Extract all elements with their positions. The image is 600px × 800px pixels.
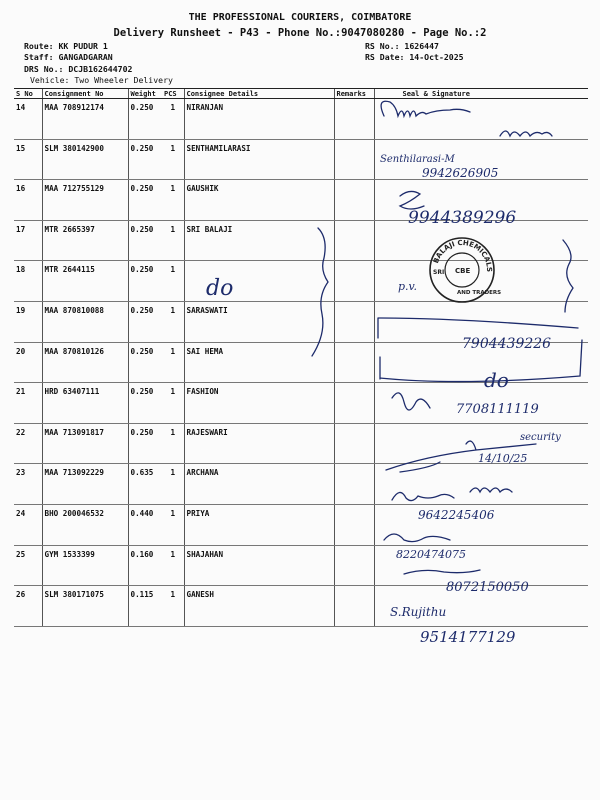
row-consignee: PRIYA xyxy=(184,504,334,545)
row-consignee: SAI HEMA xyxy=(184,342,334,383)
col-consignee: Consignee Details xyxy=(184,89,334,99)
row-sno: 24 xyxy=(14,504,42,545)
row-consignee: GAUSHIK xyxy=(184,180,334,221)
row-weight: 0.635 xyxy=(128,464,162,505)
row-signature xyxy=(374,586,588,627)
row-consignee xyxy=(184,261,334,302)
hw-name-row-15: Senthilarasi-M xyxy=(380,154,455,165)
row-pcs: 1 xyxy=(162,220,184,261)
row-pcs: 1 xyxy=(162,99,184,140)
row-weight: 0.250 xyxy=(128,99,162,140)
row-remarks xyxy=(334,545,374,586)
table-row xyxy=(14,545,588,586)
row-remarks xyxy=(334,504,374,545)
row-weight: 0.250 xyxy=(128,301,162,342)
row-consignee: SENTHAMILARASI xyxy=(184,139,334,180)
row-remarks xyxy=(334,139,374,180)
row-consignment: MAA 712755129 xyxy=(42,180,128,221)
hw-phone-row-23: 9642245406 xyxy=(418,508,495,522)
row-pcs: 1 xyxy=(162,261,184,302)
row-remarks xyxy=(334,383,374,424)
table-row xyxy=(14,586,588,627)
row-signature xyxy=(374,99,588,140)
header-company: THE PROFESSIONAL COURIERS, COIMBATORE xyxy=(188,12,412,23)
col-weight: Weight xyxy=(128,89,162,99)
row-signature xyxy=(374,220,588,261)
table-row xyxy=(14,301,588,342)
row-sno: 23 xyxy=(14,464,42,505)
row-weight: 0.250 xyxy=(128,180,162,221)
ditto-row-18: do xyxy=(206,276,234,301)
row-remarks xyxy=(334,464,374,505)
row-pcs: 1 xyxy=(162,180,184,221)
row-consignment: HRD 63407111 xyxy=(42,383,128,424)
row-weight: 0.250 xyxy=(128,383,162,424)
stamp-center-text: CBE xyxy=(455,267,471,275)
row-consignee: GANESH xyxy=(184,586,334,627)
row-consignee: ARCHANA xyxy=(184,464,334,505)
row-pcs: 1 xyxy=(162,139,184,180)
row-consignment: MAA 870810126 xyxy=(42,342,128,383)
stamp-side-text: AND TRADERS xyxy=(457,290,502,296)
row-pcs: 1 xyxy=(162,423,184,464)
route-label: Route: KK PUDUR 1 xyxy=(24,41,108,51)
row-pcs: 1 xyxy=(162,545,184,586)
row-sno: 17 xyxy=(14,220,42,261)
hw-security-note: security xyxy=(520,432,561,443)
row-pcs: 1 xyxy=(162,504,184,545)
hw-name-row-26: S.Rujithu xyxy=(390,605,447,619)
row-consignee: SRI BALAJI xyxy=(184,220,334,261)
row-sno: 15 xyxy=(14,139,42,180)
row-signature xyxy=(374,261,588,302)
row-consignment: SLM 380171075 xyxy=(42,586,128,627)
row-consignment: SLM 380142900 xyxy=(42,139,128,180)
row-consignment: MAA 713091817 xyxy=(42,423,128,464)
row-signature xyxy=(374,301,588,342)
hw-phone-row-19: 7904439226 xyxy=(462,336,552,352)
table-row xyxy=(14,139,588,180)
vehicle-label: Vehicle: Two Wheeler Delivery xyxy=(30,75,173,85)
row-weight: 0.250 xyxy=(128,220,162,261)
col-signature: Seal & Signature xyxy=(374,89,588,99)
row-remarks xyxy=(334,180,374,221)
table-row xyxy=(14,180,588,221)
row-sno: 18 xyxy=(14,261,42,302)
col-consignment: Consignment No xyxy=(42,89,128,99)
row-weight: 0.250 xyxy=(128,423,162,464)
row-remarks xyxy=(334,342,374,383)
table-row xyxy=(14,220,588,261)
table-row xyxy=(14,383,588,424)
row-sno: 21 xyxy=(14,383,42,424)
hw-date-note: 14/10/25 xyxy=(478,452,528,465)
row-signature xyxy=(374,180,588,221)
rs-no-label: RS No.: 1626447 xyxy=(365,41,439,51)
row-pcs: 1 xyxy=(162,383,184,424)
row-pcs: 1 xyxy=(162,301,184,342)
row-remarks xyxy=(334,220,374,261)
row-consignment: MAA 708912174 xyxy=(42,99,128,140)
row-consignment: GYM 1533399 xyxy=(42,545,128,586)
row-sno: 16 xyxy=(14,180,42,221)
drs-no-label: DRS No.: DCJB162644702 xyxy=(24,64,133,74)
table-row xyxy=(14,504,588,545)
row-signature xyxy=(374,504,588,545)
col-sno: S No xyxy=(14,89,42,99)
header-runsheet: Delivery Runsheet - P43 - Phone No.:9047080280 - Page No.:2 xyxy=(113,27,487,39)
row-consignee: NIRANJAN xyxy=(184,99,334,140)
row-consignee: SARASWATI xyxy=(184,301,334,342)
stamp-top-text: BALAJI CHEMICALS xyxy=(432,238,494,273)
col-remarks: Remarks xyxy=(334,89,374,99)
row-weight: 0.440 xyxy=(128,504,162,545)
row-consignment: BHO 200046532 xyxy=(42,504,128,545)
hw-phone-row-21: 7708111119 xyxy=(456,402,539,417)
table-row xyxy=(14,342,588,383)
row-remarks xyxy=(334,261,374,302)
hw-phone-row-25: 8072150050 xyxy=(446,580,529,595)
table-row xyxy=(14,423,588,464)
stamp-left-text: SRI xyxy=(433,269,445,276)
hw-phone-row-15: 9942626905 xyxy=(422,166,499,180)
hw-pvt-row-18: p.v. xyxy=(398,280,417,293)
row-signature xyxy=(374,423,588,464)
row-pcs: 1 xyxy=(162,342,184,383)
row-weight: 0.115 xyxy=(128,586,162,627)
row-signature xyxy=(374,545,588,586)
rs-date-label: RS Date: 14-Oct-2025 xyxy=(365,52,464,62)
hw-phone-row-16: 9944389296 xyxy=(408,208,517,228)
table-row xyxy=(14,261,588,302)
row-sno: 22 xyxy=(14,423,42,464)
table-header-row xyxy=(14,89,588,99)
col-pcs: PCS xyxy=(162,89,184,99)
row-consignment: MAA 713092229 xyxy=(42,464,128,505)
row-consignment: MTR 2644115 xyxy=(42,261,128,302)
row-consignment: MTR 2665397 xyxy=(42,220,128,261)
row-sno: 25 xyxy=(14,545,42,586)
row-signature xyxy=(374,139,588,180)
row-remarks xyxy=(334,586,374,627)
ditto-row-20: do xyxy=(484,368,509,392)
row-sno: 26 xyxy=(14,586,42,627)
table-row xyxy=(14,464,588,505)
table-row xyxy=(14,99,588,140)
row-consignee: FASHION xyxy=(184,383,334,424)
row-signature xyxy=(374,464,588,505)
row-remarks xyxy=(334,301,374,342)
row-signature xyxy=(374,342,588,383)
row-pcs: 1 xyxy=(162,586,184,627)
row-weight: 0.160 xyxy=(128,545,162,586)
row-pcs: 1 xyxy=(162,464,184,505)
row-consignee: SHAJAHAN xyxy=(184,545,334,586)
row-sno: 19 xyxy=(14,301,42,342)
row-weight: 0.250 xyxy=(128,342,162,383)
row-sno: 14 xyxy=(14,99,42,140)
row-signature xyxy=(374,383,588,424)
staff-label: Staff: GANGADGARAN xyxy=(24,52,113,62)
row-consignment: MAA 870810088 xyxy=(42,301,128,342)
row-consignee: RAJESWARI xyxy=(184,423,334,464)
row-weight: 0.250 xyxy=(128,261,162,302)
row-remarks xyxy=(334,99,374,140)
row-remarks xyxy=(334,423,374,464)
row-weight: 0.250 xyxy=(128,139,162,180)
hw-phone-row-24: 8220474075 xyxy=(396,548,466,561)
hw-phone-row-26: 9514177129 xyxy=(420,628,516,646)
row-sno: 20 xyxy=(14,342,42,383)
delivery-table xyxy=(14,88,588,627)
